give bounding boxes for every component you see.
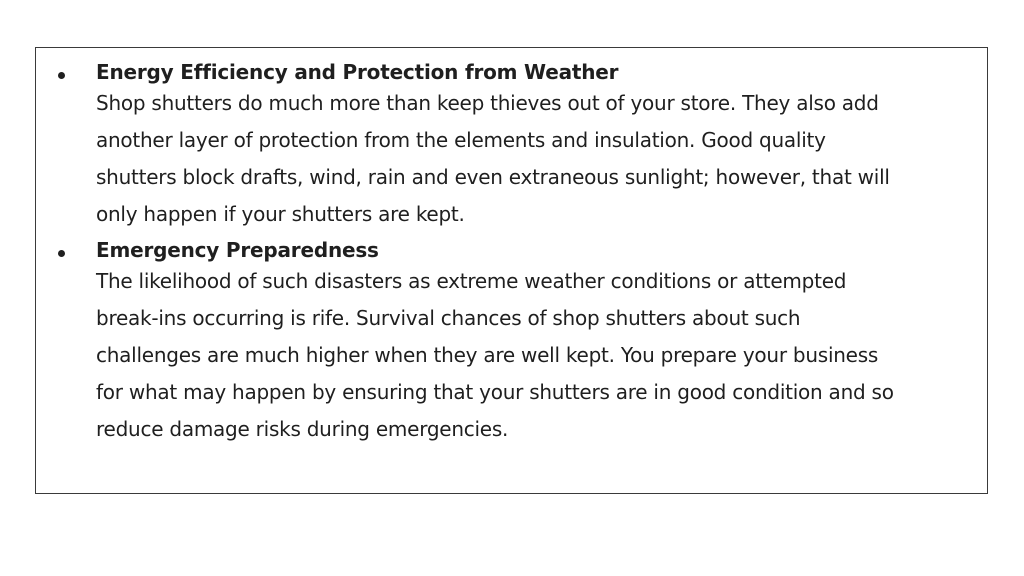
section-heading: Energy Efficiency and Protection from Weather (96, 60, 619, 84)
body-line: challenges are much higher when they are well kept. You prepare your business (96, 343, 879, 367)
list-item-content (96, 238, 986, 448)
bullet-icon (58, 72, 65, 79)
body-line: another layer of protection from the elements and insulation. Good quality (96, 128, 826, 152)
body-line: break-ins occurring is rife. Survival chances of shop shutters about such (96, 306, 801, 330)
body-line: The likelihood of such disasters as extreme weather conditions or attempted (96, 269, 847, 293)
content-frame (35, 47, 988, 494)
section-heading: Emergency Preparedness (96, 238, 379, 262)
body-line: for what may happen by ensuring that your shutters are in good condition and so (96, 380, 894, 404)
body-line: only happen if your shutters are kept. (96, 202, 465, 226)
body-line: reduce damage risks during emergencies. (96, 417, 509, 441)
body-line: shutters block drafts, wind, rain and even extraneous sunlight; however, that will (96, 165, 890, 189)
bullet-icon (58, 250, 65, 257)
section-body (96, 263, 986, 448)
list-item-content (96, 60, 986, 233)
body-line: Shop shutters do much more than keep thieves out of your store. They also add (96, 91, 879, 115)
section-body (96, 85, 986, 233)
